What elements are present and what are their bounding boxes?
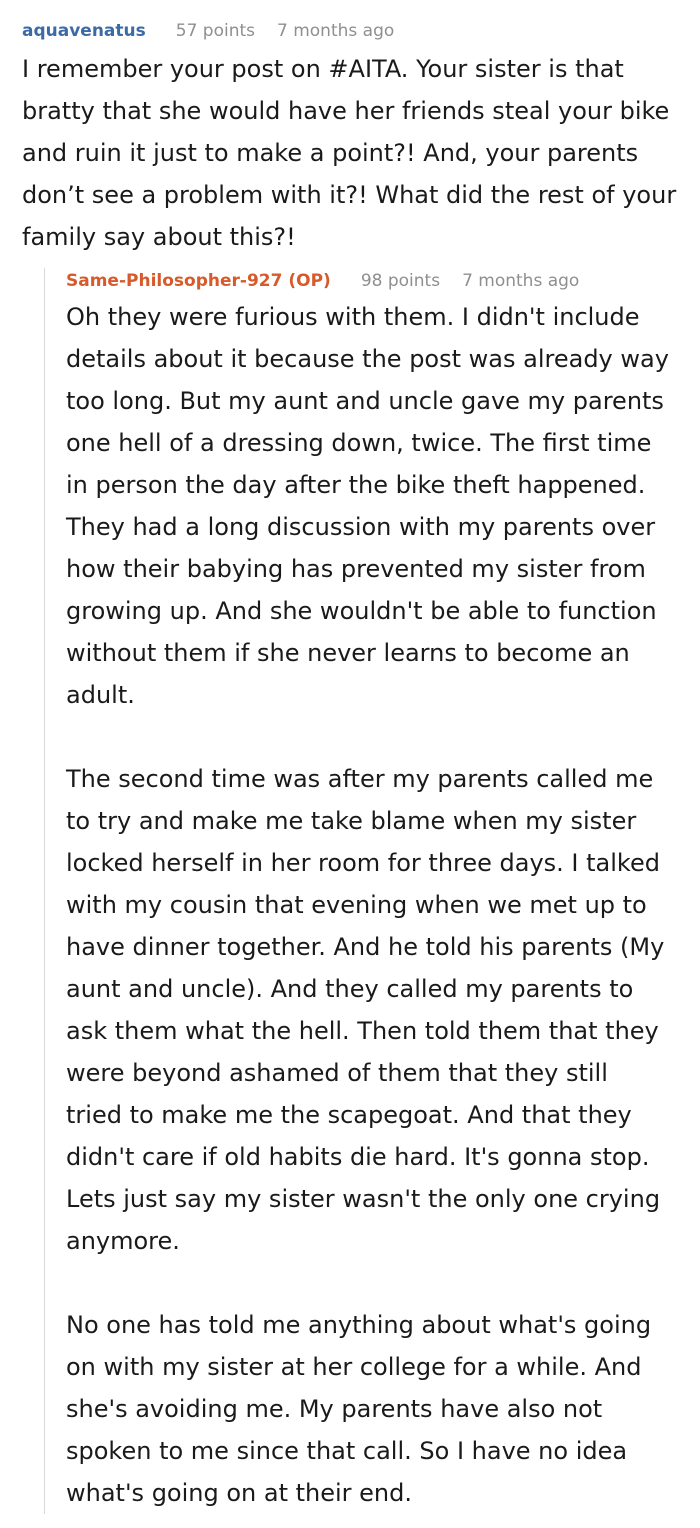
reply-author[interactable]: Same-Philosopher-927 (OP) — [66, 271, 331, 291]
reply-points: 98 points — [360, 271, 441, 291]
reply-age[interactable]: 7 months ago — [462, 271, 580, 291]
comment-meta — [22, 18, 684, 44]
comment-age[interactable]: 7 months ago — [277, 21, 395, 41]
reply-paragraph: No one has told me anything about what's going on with my sister at her college for a while. And she's avoiding me. My parents have also not spoken to me since that call. So I have no idea what's going on at their end. — [66, 1311, 652, 1507]
reply-paragraph: Oh they were furious with them. I didn't include details about it because the post was already way too long. But my aunt and uncle gave my parents one hell of a dressing down, twice. The first time in person the day after the bike theft happened. They had a long discussion with my parents over how their babying has prevented my sister from growing up. And she wouldn't be able to function without them if she never learns to become an adult. — [66, 303, 669, 709]
comment-text: I remember your post on #AITA. Your sister is that bratty that she would have her friends steal your bike and ruin it just to make a point?! And, your parents don’t see a problem with it?! What did the rest of your family say about this?! — [22, 55, 677, 251]
reply-meta — [66, 268, 670, 294]
reply-paragraph: The second time was after my parents called me to try and make me take blame when my sister locked herself in her room for three days. I talked with my cousin that evening when we met up to have dinner together. And he told his parents (My aunt and uncle). And they called my parents to ask them what the hell. Then told them that they were beyond ashamed of them that they still tried to make me the scapegoat. And that they didn't care if old habits die hard. It's gonna stop. Lets just say my sister wasn't the only one crying anymore. — [66, 765, 665, 1255]
comment-body — [22, 48, 684, 258]
comment-points: 57 points — [175, 21, 255, 41]
comment-author[interactable]: aquavenatus — [22, 21, 146, 41]
reply-body — [66, 296, 670, 1514]
reply-comment — [44, 268, 684, 1514]
